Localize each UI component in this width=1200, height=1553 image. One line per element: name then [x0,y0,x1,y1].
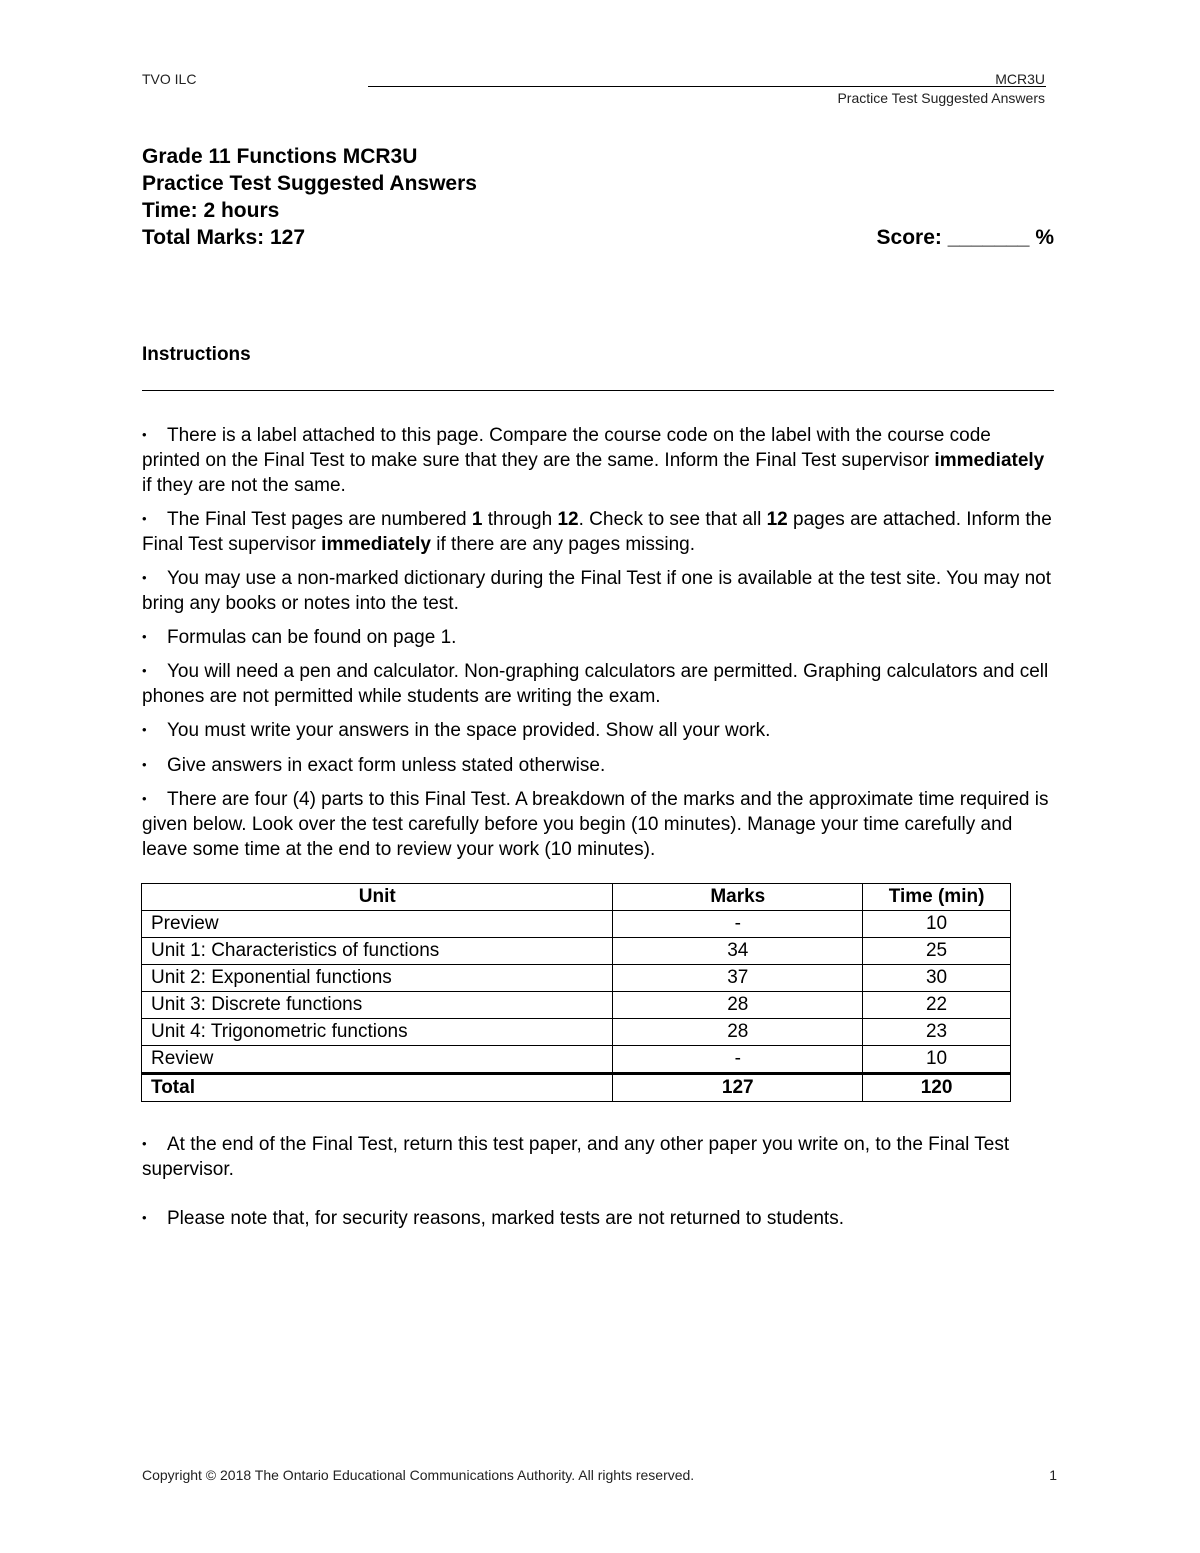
header-right: MCR3U [995,71,1045,87]
table-row [142,911,1011,938]
doc-time: Time: 2 hours [142,199,280,222]
instruction-text: There is a label attached to this page. Compare the course code on the label with the course code printed on the Final Test to make sure that they are the same. Inform the Final Test supervisor [142,425,991,471]
instructions-heading: Instructions [142,344,251,365]
bullet-icon: • [142,663,147,678]
instruction-text: pages are attached. Inform the Final Test supervisor [142,509,1052,555]
instruction-item [142,624,1054,650]
page-number: 1 [1049,1467,1057,1483]
doc-total-marks: Total Marks: 127 [142,226,306,249]
instruction-item [142,506,1054,557]
bullet-icon: • [142,427,147,442]
column-header-time: Time (min) [863,884,1011,911]
instruction-item [142,752,1054,778]
unit-cell: Unit 4: Trigonometric functions [142,1019,613,1046]
instruction-text: if there are any pages missing. [431,534,696,555]
instruction-item [142,786,1054,862]
instruction-text: At the end of the Final Test, return this test paper, and any other paper you write on, to the Final Test supervisor. [142,1134,1010,1180]
unit-cell: Unit 1: Characteristics of functions [142,938,613,965]
bullet-icon: • [142,1210,147,1225]
header-rule [368,86,1046,87]
column-header-marks: Marks [613,884,863,911]
bullet-icon: • [142,570,147,585]
marks-cell: 28 [613,1019,863,1046]
table-row [142,965,1011,992]
column-header-unit: Unit [142,884,613,911]
time-cell: 25 [863,938,1011,965]
header-subtitle: Practice Test Suggested Answers [837,90,1045,106]
instruction-item [142,717,1054,743]
table-row [142,1046,1011,1074]
instruction-emphasis: 1 [471,509,483,530]
instruction-item [142,658,1054,709]
instruction-emphasis: immediately [321,534,431,555]
instruction-item [142,565,1054,616]
unit-cell: Unit 3: Discrete functions [142,992,613,1019]
marks-breakdown-table [141,883,1011,1102]
table-total-row [142,1074,1011,1102]
total-label-cell: Total [142,1074,613,1102]
time-cell: 30 [863,965,1011,992]
score-field: Score: _______ % [876,226,1054,249]
marks-cell: 28 [613,992,863,1019]
instruction-text: You may use a non-marked dictionary during the Final Test if one is available at the test site. You may not bring any books or notes into the test. [142,568,1052,614]
instruction-emphasis: 12 [766,509,788,530]
instruction-text: . Check to see that all [578,509,767,530]
table-row [142,992,1011,1019]
marks-cell: 37 [613,965,863,992]
unit-cell: Unit 2: Exponential functions [142,965,613,992]
instruction-text: Give answers in exact form unless stated otherwise. [167,755,606,776]
instructions-rule [142,390,1054,391]
bullet-icon: • [142,629,147,644]
instruction-text: There are four (4) parts to this Final Test. A breakdown of the marks and the approximate time required is given below. Look over the test carefully before you begin (10 minutes). Manage your time carefully and leave some time at the end to review your work (10 minutes). [142,789,1049,860]
instruction-item [142,422,1054,498]
instruction-item [142,1131,1054,1182]
instruction-emphasis: 12 [557,509,579,530]
bullet-icon: • [142,791,147,806]
time-cell: 22 [863,992,1011,1019]
bullet-icon: • [142,1136,147,1151]
table-row [142,1019,1011,1046]
bullet-icon: • [142,757,147,772]
doc-subtitle: Practice Test Suggested Answers [142,172,477,195]
marks-cell: - [613,911,863,938]
instruction-text: Formulas can be found on page 1. [167,627,457,648]
time-cell: 10 [863,1046,1011,1074]
instruction-text: Please note that, for security reasons, marked tests are not returned to students. [167,1208,844,1229]
instruction-emphasis: immediately [934,450,1045,471]
instruction-text: You must write your answers in the space provided. Show all your work. [167,720,771,741]
total-time-cell: 120 [863,1074,1011,1102]
bullet-icon: • [142,511,147,526]
unit-cell: Review [142,1046,613,1074]
bullet-icon: • [142,722,147,737]
header-left: TVO ILC [142,71,197,87]
table-header-row [142,884,1011,911]
total-marks-cell: 127 [613,1074,863,1102]
copyright-notice: Copyright © 2018 The Ontario Educational Communications Authority. All rights reserved. [142,1467,695,1483]
instruction-item [142,1205,1054,1231]
marks-cell: 34 [613,938,863,965]
unit-cell: Preview [142,911,613,938]
doc-title: Grade 11 Functions MCR3U [142,145,418,168]
time-cell: 10 [863,911,1011,938]
table-row [142,938,1011,965]
instruction-text: You will need a pen and calculator. Non-graphing calculators are permitted. Graphing calculators and cell phones are not permitted while students are writing the exam. [142,661,1049,707]
instruction-text: The Final Test pages are numbered [167,509,472,530]
instruction-text: through [482,509,558,530]
instruction-text: if they are not the same. [142,475,346,496]
time-cell: 23 [863,1019,1011,1046]
marks-cell: - [613,1046,863,1074]
